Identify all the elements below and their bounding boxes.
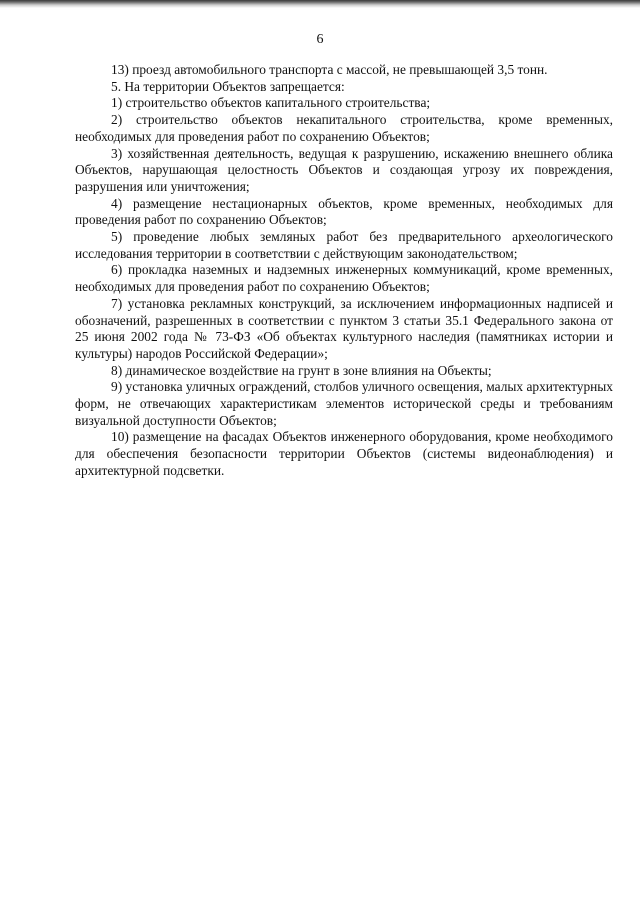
paragraph-section-5-heading: 5. На территории Объектов запрещается: — [111, 78, 345, 94]
page-number: 6 — [316, 32, 324, 47]
paragraph-item-2: 2) строительство объектов некапитального строительства, кроме временных, необходимых для проведения работ по сохранению Объектов; — [75, 112, 613, 144]
document-body — [75, 62, 613, 480]
paragraph-item-1: 1) строительство объектов капитального строительства; — [111, 95, 431, 111]
paragraph-item-3: 3) хозяйственная деятельность, ведущая к разрушению, искажению внешнего облика Объектов, нарушающая целостность Объектов и создающая угрозу их повреждения, разрушения или уничтожения; — [75, 145, 613, 194]
paragraph-item-5: 5) проведение любых земляных работ без предварительного археологического исследования территории в соответствии с действующим законодательством; — [75, 229, 613, 261]
paragraph-item-4: 4) размещение нестационарных объектов, кроме временных, необходимых для проведения работ по сохранению Объектов; — [75, 195, 613, 228]
paragraph-item-9: 9) установка уличных ограждений, столбов уличного освещения, малых архитектурных форм, не отвечающих характеристикам элементов исторической среды и требованиям визуальной доступности Объектов; — [75, 379, 613, 428]
paragraph-item-7: 7) установка рекламных конструкций, за исключением информационных надписей и обозначений, разрешенных в соответствии с пунктом 3 статьи 35.1 Федерального закона от 25 июня 2002 года № 73-ФЗ «Об объектах культурного наследия (памятниках истории и культуры) народов Российской Федерации»; — [75, 295, 613, 361]
paragraph-item-10: 10) размещение на фасадах Объектов инженерного оборудования, кроме необходимого для обеспечения безопасности территории Объектов (системы видеонаблюдения) и архитектурной подсветки. — [75, 429, 613, 478]
paragraph-item-13: 13) проезд автомобильного транспорта с массой, не превышающей 3,5 тонн. — [111, 62, 548, 77]
paragraph-item-8: 8) динамическое воздействие на грунт в зоне влияния на Объекты; — [111, 362, 492, 378]
scan-edge-shadow — [0, 0, 640, 8]
paragraph-item-6: 6) прокладка наземных и надземных инженерных коммуникаций, кроме временных, необходимых для проведения работ по сохранению Объектов; — [75, 262, 613, 295]
